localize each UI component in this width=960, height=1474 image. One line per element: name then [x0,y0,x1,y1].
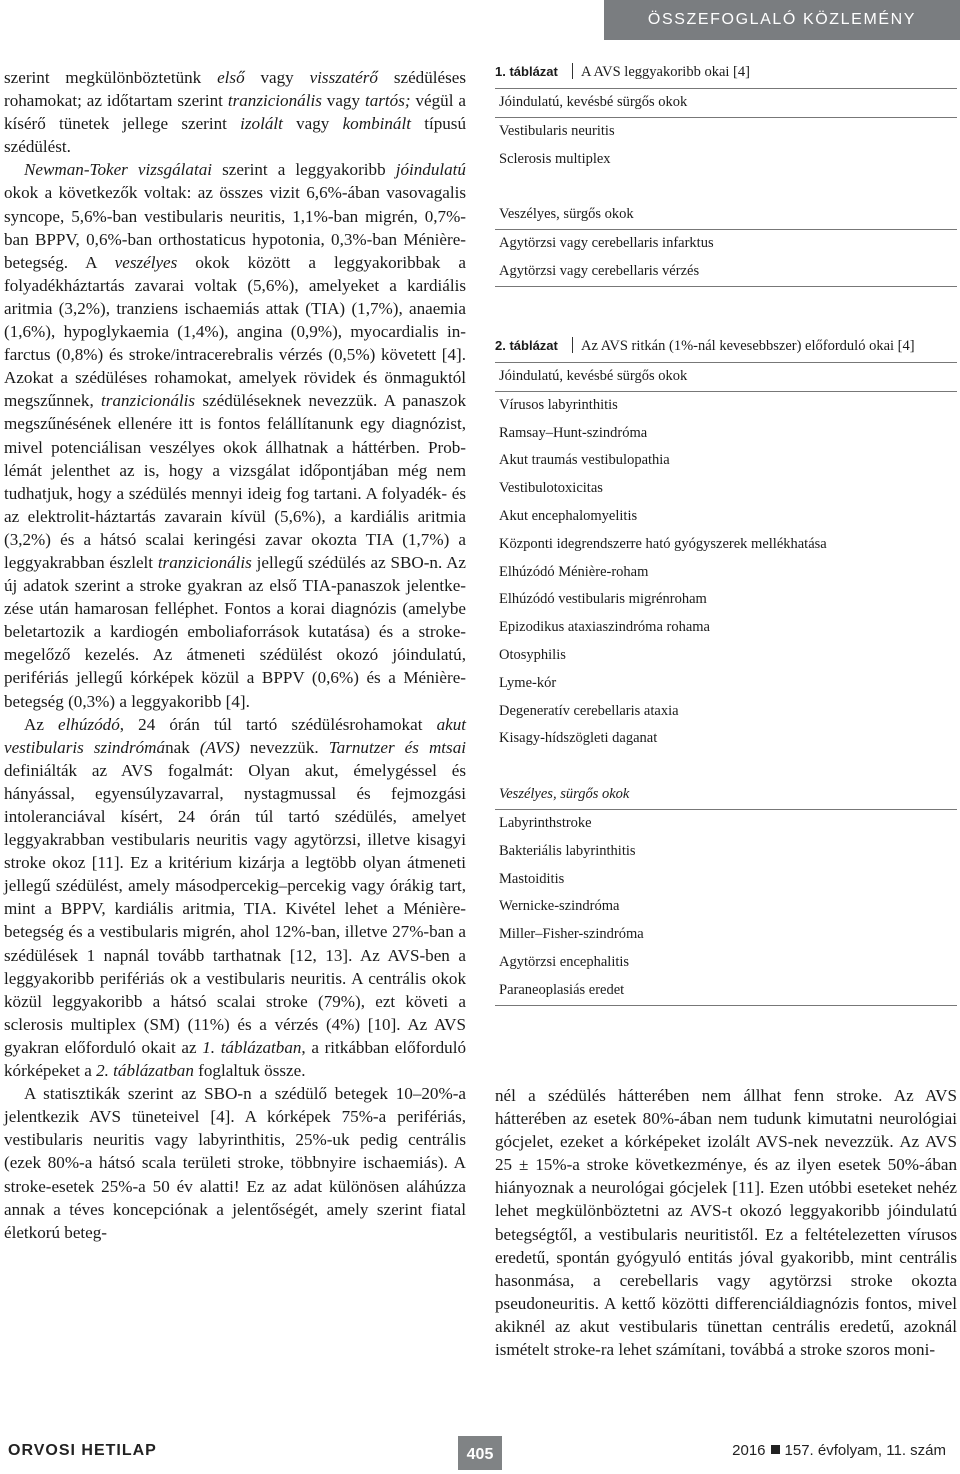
caption-separator [572,337,573,353]
group-gap [495,753,957,781]
table-row: Kisagy-hídszögleti daganat [499,730,658,747]
table-body [495,89,957,287]
table-title: Az AVS ritkán (1%-nál kevesebbszer) előforduló okai [4] [581,338,915,354]
table-row: Agytörzsi vagy cerebellaris vérzés [499,262,700,279]
table-row: Elhúzódó vestibularis migrénroham [499,591,707,608]
table-body [495,363,957,1006]
journal-name: ORVOSI HETILAP [8,1442,157,1459]
table-row: Degeneratív cerebellaris ataxia [499,702,679,719]
page-footer [0,1436,960,1470]
table-group-header: Veszélyes, sürgős okok [495,781,957,810]
issue-year: 2016 [732,1442,766,1459]
issue-info [732,1442,946,1459]
table-group-header: Jóindulatú, kevésbé sürgős okok [495,89,957,118]
table-caption [495,62,957,89]
table-row: Epizodikus ataxiaszindróma rohama [499,619,710,636]
table-caption [495,336,957,363]
paragraph: A statisztikák szerint az SBO-n a szédülő betegek 10–20%-a jelentkezik AVS tüneteivel [4]. A kórképek 75%-a perifériás, vestibularis neuritis vagy labyrinthitis, 25%-uk pedig centrális (ezek 80%-a hátsó scala területi stroke, többnyire ischaemiás). A stroke-esetek 25%-a 50 év alatti! Ez az adat különösen aláhúzza annak a téves koncepciónak a jelentőségét, amely szerint fiatal életkorú beteg- [4,1084,466,1242]
table-number: 1. táblázat [495,64,558,79]
table-group-header: Jóindulatú, kevésbé sürgős okok [495,363,957,392]
table-row: Ramsay–Hunt-szindróma [499,424,648,441]
table-number: 2. táblázat [495,338,558,353]
table-1 [495,62,957,287]
square-bullet-icon [771,1445,780,1454]
table-row: Agytörzsi encephalitis [499,953,630,970]
paragraph: szerint megkülönböztetünk első vagy visszatérő szédüléses rohamokat; az időtartam szerint tranzicionális vagy tartós; végül a kísérő tünetek jellege szerint izolált vagy kombinált típusú szédülést. [4,68,466,157]
table-row: Vírusos labyrinthitis [499,396,618,413]
table-row: Otosyphilis [499,646,566,663]
left-column [4,66,466,1244]
paragraph: Newman-Toker vizsgálatai szerint a leggyakoribb jóindulatú okok a következők voltak: az összes vizit 6,6%-ában vasovagalis syncope, 5,6%-ban vestibularis neuritis, 1,1%-ban migrén, 0,7%-ban BPPV, 0,6%-ban orthostaticus hypotonia, 0,3%-ban Ménière-betegség. A veszélyes okok között a leggyakoribbak a folyadékháztartás zavarai voltak (5,6%), amelyeket a kardiális aritmia (3,2%), tranziens ischaemiás attak (TIA) (1,7%), anaemia (1,6%), hypoglykaemia (1,4%), angina (0,9%), myocardialis infarctus (0,8%) és stroke/intracerebralis vérzés (0,5%) követett [4]. Azokat a szédüléses rohamokat, amelyek rövidek és önmaguktól megszűnnek, tranzicionális szédüléseknek nevezzük. A panaszok megszűnésének ellenére itt is fontos felállítanunk egy diagnózist, mivel potenciálisan veszélyes okok állhatnak a háttérben. Problémát jelenthet az is, hogy a vizsgálat időpontjában még nem tudhatjuk, hogy a szédülés mennyi ideig fog tartani. A folyadék- és az elektrolit-háztartás zavarain kívül (5,6%), a kardiális aritmia (3,2%) és a hátsó scalai keringési zavar okozta TIA (1,7%) a leggyakrabban észlelt tranzicionális jellegű szédülés az SBO-n. Az új adatok szerint a stroke gyakran az első TIA-panaszok jelentkezése után hamarosan felléphet. Fontos a korai diagnózis (amelybe beletartozik a kardiogén emboliaforrások kutatása) és a stroke-megelőző kezelés. Az átmeneti szédülést okozó jóindulatú, perifériás jellegű kórképek közül a BPPV (0,6%) és a Ménière-betegség (0,3%) a leggyakoribb [4]. [4,160,467,711]
caption-separator [572,63,573,79]
table-group-header: Veszélyes, sürgős okok [495,201,957,230]
header-spacer [0,0,604,40]
table-row: Agytörzsi vagy cerebellaris infarktus [499,235,714,252]
table-row: Labyrinthstroke [499,814,592,831]
table-row: Lyme-kór [499,674,557,691]
running-header [0,0,960,40]
paragraph: nél a szédülés hátterében nem állhat fenn stroke. Az AVS hátterében az esetek 80%-ában nem tudunk kimutatni neurológiai gócjelet, ezeket a kórképeket izolált AVS-nek nevezzük. Az AVS 25 ± 15%-a stroke következménye, és az ilyen esetek 50%-ában hiányoznak a neurológai gócjelek [11]. Ezen utóbbi eseteket nehéz lehet megkülönböztetni az AVS-t okozó leggyakoribb jóindulatú betegségtől, a vestibularis neuritistől. Ez a feltételezetten vírusos eredetű, spontán gyógyuló entitás jóval gyakoribb, mint centrális hasonmása, a cerebellaris vagy agytörzsi stroke okozta pseudoneuritis. A kettő közötti differenciáldiagnózis fontos, mivel akiknél az akut vestibularis tünettan centrális eredetű, azoknál ismételt stroke-ra lehet számítani, továbbá a stroke szoros moni- [495,1086,957,1360]
table-row: Akut encephalomyelitis [499,507,638,524]
table-row: Paraneoplasiás eredet [499,981,625,998]
table-row: Wernicke-szindróma [499,898,620,915]
group-gap [495,173,957,201]
table-row: Mastoiditis [499,870,565,887]
paragraph: Az elhúzódó, 24 órán túl tartó szédülésrohamokat akut vestibularis szindrómának (AVS) nevezzük. Tarnutzer és mtsai definiálták az AVS fogalmát: Olyan akut, émelygéssel és hányással, egyensúlyzavarral, nystagmussal és fejmozgási intoleranciával kísért, 24 órán túl tartó szédülés, amelyet leggyakrabban vestibularis neuritis vagy agytörzsi, illetve kisagyi stroke okoz [11]. Ez a kritérium kizárja a legtöbb olyan átmeneti jellegű szédülést, amely másodpercekig–percekig vagy órákig tart, mint a BPPV, kardiális aritmia, TIA. Kivétel lehet a Ménière-betegség és a vestibularis migrén, ahol 12%-ban, illetve 27%-ban a szédülések 1 napnál tovább tarthatnak [12, 13]. Az AVS-ben a leggyakoribb perifériás ok a vestibularis neuritis. A centrális okok közül leggyakoribb a hátsó scalai stroke (79%), ezt követi a sclerosis multiplex (SM) (11%) és a vérzés (4%) [10]. Az AVS gyakran előforduló okait az 1. táblázatban, a ritkábban előforduló kórképeket a 2. táblázatban foglaltuk össze. [4,714,467,1081]
section-title: ÖSSZEFOGLALÓ KÖZLEMÉNY [604,0,960,40]
table-row: Vestibularis neuritis [499,122,615,139]
page-number: 405 [458,1436,502,1470]
table-2 [495,336,957,1006]
table-row: Bakteriális labyrinthitis [499,842,636,859]
table-bottom-rule [495,1005,957,1006]
table-bottom-rule [495,286,957,287]
right-column-text [495,1084,957,1361]
table-row: Akut traumás vestibulopathia [499,452,670,469]
issue-volume: 157. évfolyam, 11. szám [784,1442,946,1459]
table-title: A AVS leggyakoribb okai [4] [581,64,750,80]
table-row: Központi idegrendszerre ható gyógyszerek mellékhatása [499,535,827,552]
table-row: Sclerosis multiplex [499,150,611,167]
table-row: Elhúzódó Ménière-roham [499,563,649,580]
table-row: Miller–Fisher-szindróma [499,926,644,943]
table-row: Vestibulotoxicitas [499,480,603,497]
